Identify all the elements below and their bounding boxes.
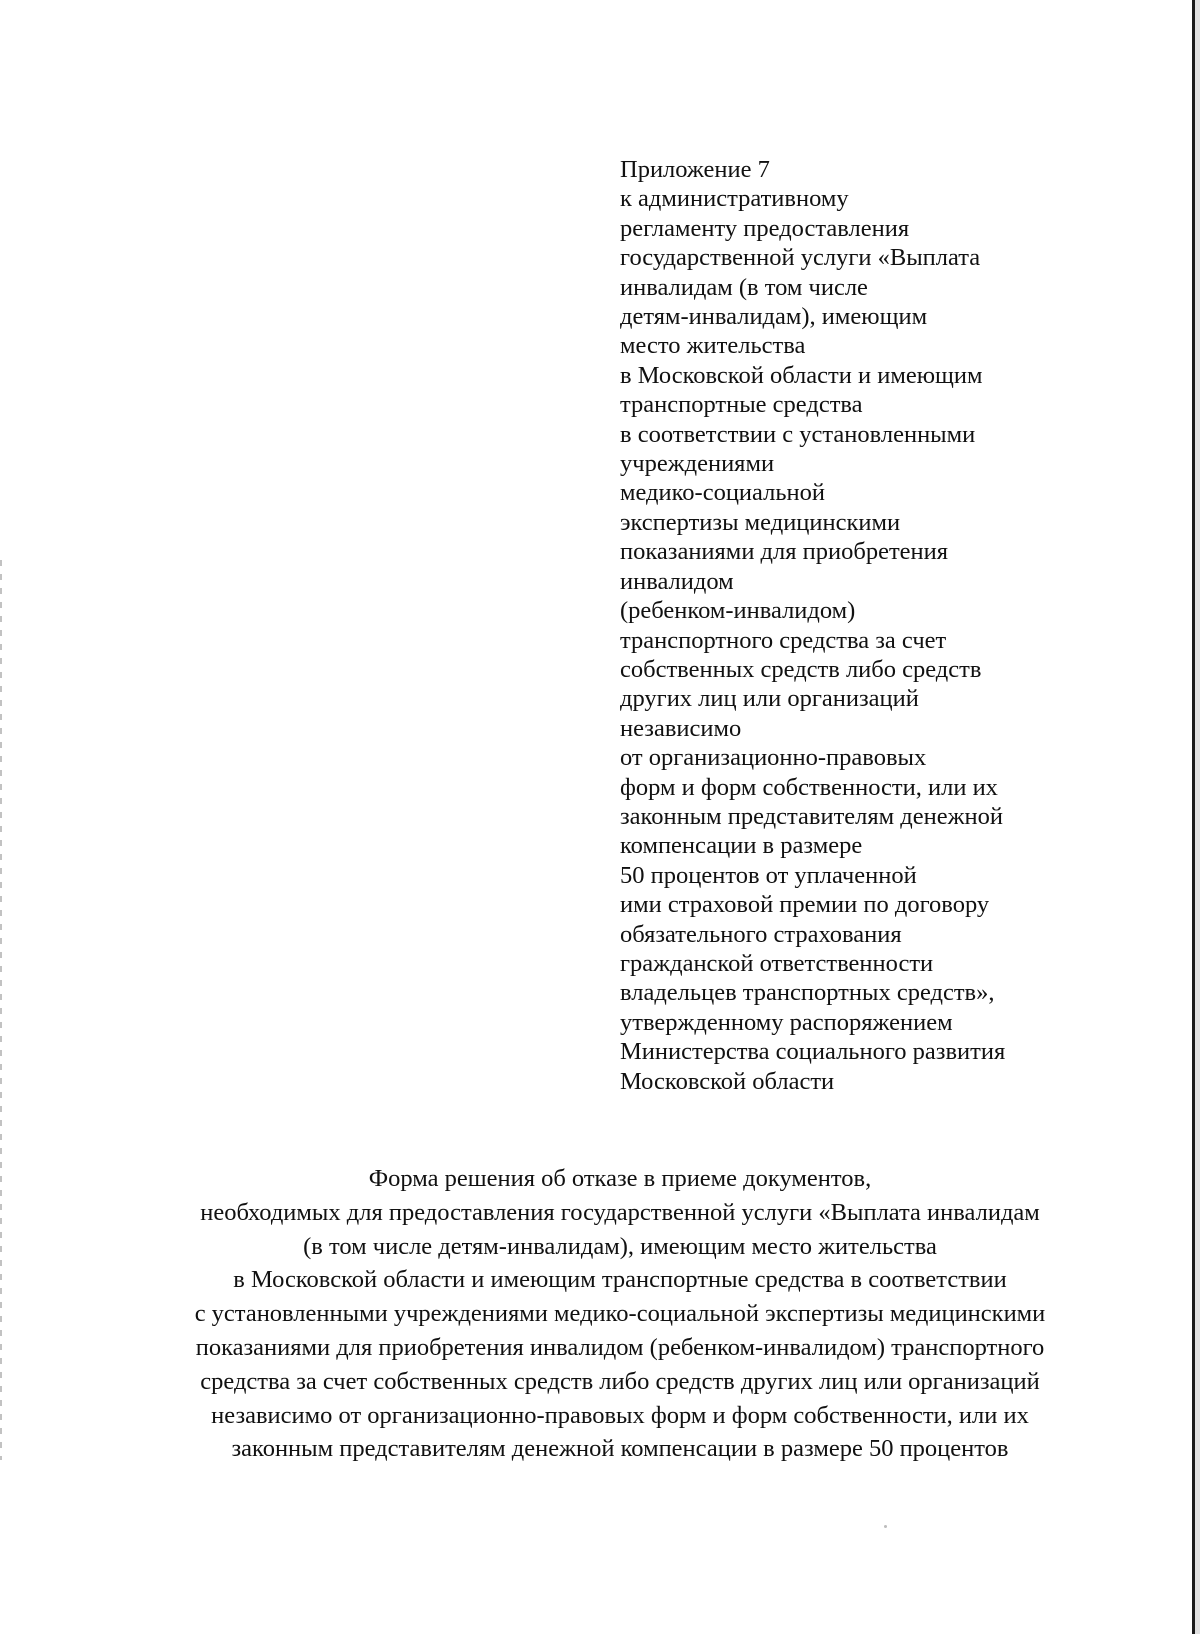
appendix-line: Министерства социального развития <box>620 1038 1006 1066</box>
appendix-line: собственных средств либо средств <box>620 655 982 683</box>
form-title-line: независимо от организационно-правовых форм и форм собственности, или их <box>211 1401 1029 1429</box>
form-title-line: показаниями для приобретения инвалидом (ребенком-инвалидом) транспортного <box>195 1333 1045 1361</box>
appendix-line: ими страховой премии по договору <box>620 891 990 919</box>
form-title-line: Форма решения об отказе в приеме документов, <box>368 1165 872 1192</box>
appendix-line: форм и форм собственности, или их <box>620 773 998 801</box>
form-title-block <box>90 1162 1150 1466</box>
appendix-line: детям-инвалидам), имеющим <box>620 303 928 331</box>
appendix-line: обязательного страхования <box>620 920 902 948</box>
scan-edge-right <box>1192 0 1200 1634</box>
appendix-line: владельцев транспортных средств», <box>620 979 995 1007</box>
form-title-line: законным представителям денежной компенсации в размере 50 процентов <box>231 1435 1009 1463</box>
scan-edge-left <box>0 560 2 1460</box>
appendix-line: Московской области <box>620 1067 835 1095</box>
appendix-line: государственной услуги «Выплата <box>620 244 981 272</box>
appendix-line: учреждениями <box>620 450 775 478</box>
form-title-line: (в том числе детям-инвалидам), имеющим место жительства <box>303 1232 937 1260</box>
appendix-line: 50 процентов от уплаченной <box>620 861 917 889</box>
appendix-line: в Московской области и имеющим <box>620 361 983 389</box>
appendix-line: компенсации в размере <box>620 832 863 860</box>
appendix-line: (ребенком-инвалидом) <box>620 597 856 625</box>
appendix-line: регламенту предоставления <box>620 214 910 242</box>
appendix-line: от организационно-правовых <box>620 744 927 772</box>
appendix-line: утвержденному распоряжением <box>620 1008 953 1036</box>
appendix-line: других лиц или организаций <box>620 685 919 713</box>
appendix-line: медико-социальной <box>620 479 826 507</box>
appendix-line: транспортные средства <box>620 391 863 419</box>
appendix-line: инвалидом <box>620 567 734 595</box>
appendix-line: законным представителям денежной <box>620 802 1004 830</box>
appendix-line: в соответствии с установленными <box>620 420 976 448</box>
appendix-line: показаниями для приобретения <box>620 538 949 566</box>
appendix-line: независимо <box>620 714 742 742</box>
form-title-line: необходимых для предоставления государственной услуги «Выплата инвалидам <box>200 1198 1040 1226</box>
form-title-line: с установленными учреждениями медико-социальной экспертизы медицинскими <box>194 1300 1046 1328</box>
appendix-line: Приложение 7 <box>620 156 770 183</box>
form-title-line: в Московской области и имеющим транспортные средства в соответствии <box>233 1266 1007 1294</box>
form-title-line: средства за счет собственных средств либо средств других лиц или организаций <box>200 1367 1040 1395</box>
appendix-line: к административному <box>620 185 849 213</box>
appendix-line: транспортного средства за счет <box>620 626 947 654</box>
appendix-line: гражданской ответственности <box>620 949 934 977</box>
appendix-line: инвалидам (в том числе <box>620 273 868 301</box>
appendix-line: экспертизы медицинскими <box>620 508 901 536</box>
scan-speck <box>884 1525 887 1528</box>
appendix-header-block <box>620 155 1090 1096</box>
appendix-line: место жительства <box>620 332 806 360</box>
